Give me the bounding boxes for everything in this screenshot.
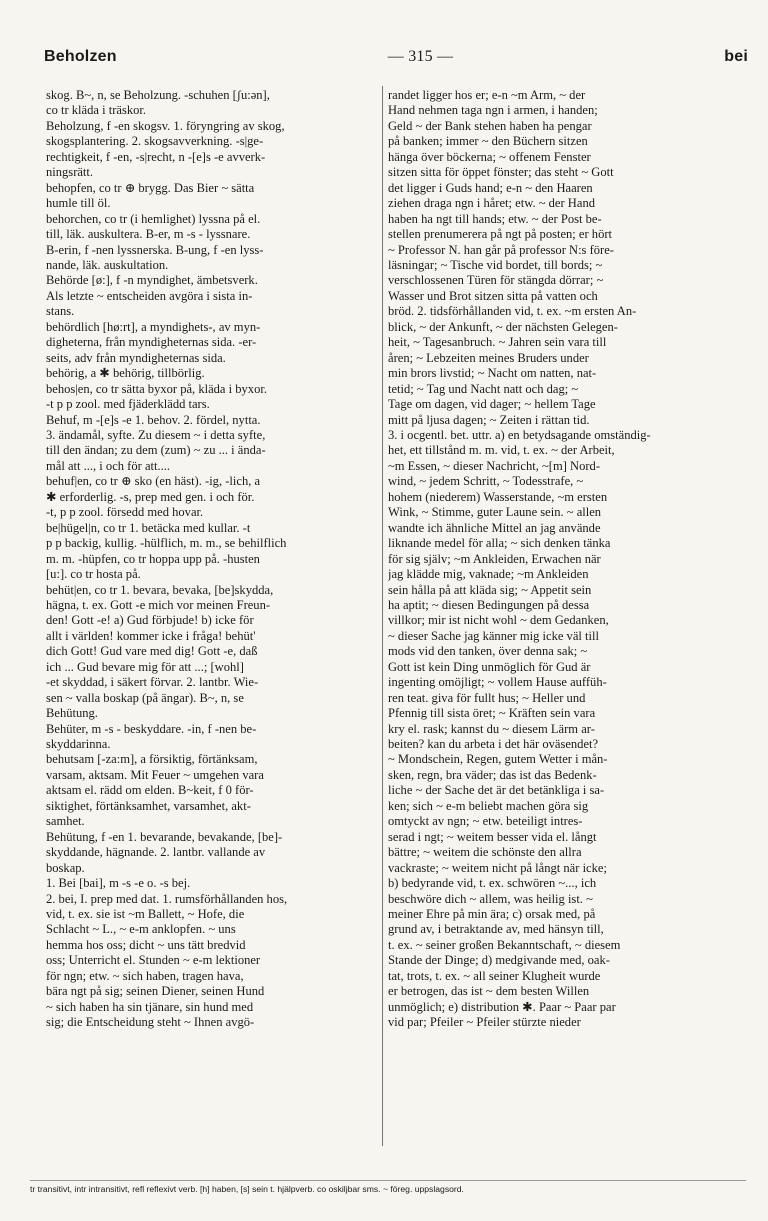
dictionary-line: ~m Essen, ~ dieser Nachricht, ~[m] Nord- [388, 458, 600, 473]
dictionary-line: skogsplantering. 2. skogsavverkning. -s|ge- [46, 134, 264, 149]
dictionary-line: mål att ..., i och för att.... [46, 458, 171, 473]
dictionary-line: t. ex. ~ seiner großen Bekanntschaft, ~ diesem [388, 937, 621, 952]
dictionary-line: ziehen draga ngn i håret; etw. ~ der Hand [388, 196, 595, 211]
dictionary-line: m. m. -hüpfen, co tr hoppa upp på. -husten [46, 551, 260, 566]
dictionary-line: verschlossenen Türen för stängda dörrar; ~ [388, 273, 604, 288]
dictionary-line: bröd. 2. tidsförhållanden vid, t. ex. ~m ersten An- [388, 304, 637, 319]
dictionary-line: läsningar; ~ Tische vid bordet, till bords; ~ [388, 257, 603, 272]
dictionary-line: 2. bei, I. prep med dat. 1. rumsförhållanden hos, [46, 891, 288, 906]
dictionary-line: åren; ~ Lebzeiten meines Bruders under [388, 350, 589, 365]
dictionary-line: behutsam [-za:m], a försiktig, förtänksam, [46, 752, 258, 767]
dictionary-line: p p backig, kullig. -hülflich, m. m., se behilflich [46, 536, 287, 551]
dictionary-line: humle till öl. [46, 196, 111, 211]
dictionary-line: dich Gott! Gud vare med dig! Gott -e, daß [46, 644, 258, 659]
dictionary-line: digheterna, från myndigheternas sida. -er- [46, 335, 257, 350]
dictionary-line: serad i ngt; ~ weitem besser vida el. långt [388, 829, 597, 844]
dictionary-line: stans. [46, 304, 75, 319]
dictionary-line: behörig, a ✱ behörig, tillbörlig. [46, 366, 205, 381]
dictionary-line: ha aptit; ~ diesen Bedingungen på dessa [388, 597, 590, 612]
dictionary-line: liknande medel för alla; ~ sich denken tänka [388, 536, 611, 551]
running-header [44, 48, 748, 72]
dictionary-line: 3. ändamål, syfte. Zu diesem ~ i detta syfte, [46, 427, 266, 442]
dictionary-line: mods vid den tanken, över denna sak; ~ [388, 644, 588, 659]
dictionary-line: sitzen sitta för öppet fönster; das steht ~ Gott [388, 165, 614, 180]
dictionary-line: varsam, aktsam. Mit Feuer ~ umgehen vara [46, 767, 264, 782]
dictionary-line: nande, läk. auskultation. [46, 257, 169, 272]
dictionary-line: ~ Professor N. han går på professor N:s före- [388, 242, 614, 257]
dictionary-line: Behüter, m -s - beskyddare. -in, f -nen be- [46, 721, 257, 736]
dictionary-line: Beholzung, f -en skogsv. 1. föryngring av skog, [46, 118, 285, 133]
dictionary-line: heit, ~ Tagesanbruch. ~ Jahren sein vara till [388, 335, 607, 350]
dictionary-line: Geld ~ der Bank stehen haben ha pengar [388, 118, 592, 133]
dictionary-line: -t p p zool. med fjäderklädd tars. [46, 397, 210, 412]
dictionary-line: aktsam el. rädd om elden. B~keit, f 0 för- [46, 783, 254, 798]
dictionary-line: till den ändan; zu dem (zum) ~ zu ... i ända- [46, 443, 266, 458]
header-left-word: Beholzen [44, 48, 117, 65]
dictionary-line: ingenting omöjligt; ~ vollem Hause auffüh- [388, 675, 607, 690]
dictionary-line: sig; die Entscheidung steht ~ Ihnen avgö- [46, 1015, 255, 1030]
header-right-word: bei [724, 48, 748, 65]
dictionary-line: Wink, ~ Stimme, guter Laune sein. ~ allen [388, 505, 602, 520]
dictionary-line: ren teat. giva för fullt hus; ~ Heller und [388, 690, 586, 705]
dictionary-line: blick, ~ der Ankunft, ~ der nächsten Gelegen- [388, 319, 618, 334]
dictionary-line: Hand nehmen taga ngn i armen, i handen; [388, 103, 598, 118]
page-number: — 315 — [387, 48, 454, 65]
dictionary-line: det ligger i Guds hand; e-n ~ den Haaren [388, 180, 593, 195]
dictionary-line: -t, p p zool. försedd med hovar. [46, 505, 204, 520]
right-column [388, 88, 720, 1148]
dictionary-line: randet ligger hos er; e-n ~m Arm, ~ der [388, 88, 586, 102]
dictionary-line: rechtigkeit, f -en, -s|recht, n -[e]s -e avverk- [46, 149, 266, 164]
dictionary-line: jag klädde mig, vaknade; ~m Ankleiden [388, 567, 589, 582]
dictionary-line: på banken; immer ~ den Büchern sitzen [388, 134, 588, 149]
dictionary-line: Behörde [ø:], f -n myndighet, ämbetsverk. [46, 273, 258, 288]
dictionary-line: stellen prenumerera på ngt på posten; er hört [388, 227, 613, 242]
dictionary-line: grund av, i betraktande av, med hänsyn till, [388, 922, 604, 937]
dictionary-line: Schlacht ~ L., ~ e-m anklopfen. ~ uns [46, 922, 236, 937]
dictionary-line: co tr kläda i träskor. [46, 103, 146, 118]
dictionary-line: ✱ erforderlig. -s, prep med gen. i och för. [46, 489, 255, 504]
dictionary-line: hägna, t. ex. Gott -e mich vor meinen Freun- [46, 597, 271, 612]
dictionary-line: beiten? kan du arbeta i det här oväsendet? [388, 737, 599, 752]
dictionary-line: Behütung. [46, 706, 98, 721]
dictionary-line: för ngn; etw. ~ sich haben, tragen hava, [46, 968, 244, 983]
dictionary-line: het, ett tillstånd m. m. vid, t. ex. ~ der Arbeit, [388, 443, 615, 458]
dictionary-line: unmöglich; e) distribution ✱. Paar ~ Paar par [388, 999, 616, 1014]
dictionary-line: meiner Ehre på min ära; c) orsak med, på [388, 907, 596, 922]
dictionary-line: oss; Unterricht el. Stunden ~ e-m lektioner [46, 953, 261, 968]
dictionary-line: min brors livstid; ~ Nacht om natten, nat- [388, 366, 597, 381]
dictionary-line: behopfen, co tr ⊕ brygg. Das Bier ~ sätta [46, 180, 255, 195]
dictionary-line: mitt på ljusa dagen; ~ Zeiten i rättan tid. [388, 412, 590, 427]
dictionary-line: be|hügel|n, co tr 1. betäcka med kullar. -t [46, 520, 251, 535]
dictionary-line: Gott ist kein Ding unmöglich för Gud är [388, 659, 591, 674]
dictionary-line: Als letzte ~ entscheiden avgöra i sista in- [46, 288, 253, 303]
dictionary-line: behorchen, co tr (i hemlighet) lyssna på el. [46, 211, 261, 226]
dictionary-line: behüt|en, co tr 1. bevara, bevaka, [be]skydda, [46, 582, 274, 597]
dictionary-line: Pfennig till sista öret; ~ Kräften sein vara [388, 706, 596, 721]
dictionary-line: b) bedyrande vid, t. ex. schwören ~..., ich [388, 876, 597, 891]
dictionary-line: ich ... Gud bevare mig för att ...; [wohl] [46, 659, 244, 674]
dictionary-line: vackraste; ~ weitem nicht på långt när icke; [388, 860, 607, 875]
dictionary-line: den! Gott -e! a) Gud förbjude! b) icke för [46, 613, 254, 628]
abbreviation-footer: tr transitivt, intr intransitivt, refl reflexivt verb. [h] haben, [s] sein t. hjälpverb. co oskiljbar sms. ~ föreg. uppslagsord. [30, 1180, 746, 1194]
dictionary-line: ~ Mondschein, Regen, gutem Wetter i mån- [388, 752, 608, 767]
dictionary-line: kry el. rask; kannst du ~ diesem Lärm ar- [388, 721, 595, 736]
dictionary-line: ~ dieser Sache jag känner mig icke väl till [388, 628, 599, 643]
dictionary-line: skyddande, hägnande. 2. lantbr. vallande av [46, 845, 266, 860]
dictionary-line: tat, trots, t. ex. ~ all seiner Klugheit wurde [388, 968, 601, 983]
dictionary-line: 3. i ocgentl. bet. uttr. a) en betydsagande omständig- [388, 427, 651, 442]
dictionary-line: Wasser und Brot sitzen sitta på vatten och [388, 288, 598, 303]
dictionary-line: skog. B~, n, se Beholzung. -schuhen [ʃu:ən], [46, 88, 270, 102]
dictionary-line: sein hålla på att kläda sig; ~ Appetit sein [388, 582, 592, 597]
left-column [46, 88, 380, 1148]
dictionary-line: allt i världen! kommer icke i fråga! behüt' [46, 628, 256, 643]
dictionary-line: ~ sich haben ha sin tjänare, sin hund med [46, 999, 254, 1014]
dictionary-line: Tage om dagen, vid dager; ~ hellem Tage [388, 397, 596, 412]
dictionary-line: samhet. [46, 814, 85, 829]
dictionary-line: wandte ich ähnliche Mittel an jag använde [388, 520, 601, 535]
dictionary-line: ningsrätt. [46, 165, 94, 180]
dictionary-line: sen ~ valla boskap (på ängar). B~, n, se [46, 690, 244, 705]
dictionary-line: sken, regn, bra väder; das ist das Bedenk- [388, 767, 597, 782]
dictionary-line: bättre; ~ weitem die schönste den allra [388, 845, 582, 860]
dictionary-line: Behütung, f -en 1. bevarande, bevakande, [be]- [46, 829, 283, 844]
dictionary-line: behos|en, co tr sätta byxor på, kläda i byxor. [46, 381, 267, 396]
dictionary-line: vid, t. ex. sie ist ~m Ballett, ~ Hofe, die [46, 907, 245, 922]
dictionary-line: B-erin, f -nen lyssnerska. B-ung, f -en lyss- [46, 242, 264, 257]
dictionary-line: bära ngt på sig; seinen Diener, seinen Hund [46, 984, 265, 999]
dictionary-line: liche ~ der Sache det är det betänkliga i sa- [388, 783, 605, 798]
dictionary-line: behuf|en, co tr ⊕ sko (en häst). -ig, -lich, a [46, 474, 261, 489]
dictionary-line: haben ha ngt till hands; etw. ~ der Post be- [388, 211, 602, 226]
dictionary-line: Behuf, m -[e]s -e 1. behov. 2. fördel, nytta. [46, 412, 261, 427]
dictionary-line: [u:]. co tr hosta på. [46, 567, 141, 582]
dictionary-line: skyddarinna. [46, 737, 111, 752]
dictionary-line: seits, adv från myndigheternas sida. [46, 350, 226, 365]
dictionary-line: boskap. [46, 860, 85, 875]
dictionary-line: -et skyddad, i säkert förvar. 2. lantbr. Wie- [46, 675, 259, 690]
dictionary-line: omtyckt av ngn; ~ etw. beteiligt intres- [388, 814, 583, 829]
dictionary-line: er betrogen, das ist ~ dem besten Willen [388, 984, 590, 999]
dictionary-line: för sig själv; ~m Ankleiden, Erwachen när [388, 551, 601, 566]
dictionary-line: ken; sich ~ e-m beliebt machen göra sig [388, 798, 589, 813]
dictionary-line: hemma hos oss; dicht ~ uns tätt bredvid [46, 937, 246, 952]
dictionary-line: villkor; mir ist nicht wohl ~ dem Gedanken, [388, 613, 609, 628]
dictionary-line: hänga över böckerna; ~ offenem Fenster [388, 149, 591, 164]
dictionary-line: behördlich [hø:rt], a myndighets-, av myn- [46, 319, 261, 334]
column-divider [382, 86, 383, 1146]
dictionary-line: 1. Bei [bai], m -s -e o. -s bej. [46, 876, 191, 891]
dictionary-line: beschwöre dich ~ allem, was heilig ist. ~ [388, 891, 593, 906]
dictionary-line: siktighet, förtänksamhet, varsamhet, akt- [46, 798, 251, 813]
dictionary-line: till, läk. auskultera. B-er, m -s - lyssnare. [46, 227, 251, 242]
dictionary-line: hohem (niederem) Wasserstande, ~m ersten [388, 489, 608, 504]
dictionary-line: vid par; Pfeiler ~ Pfeiler stürzte nieder [388, 1015, 581, 1030]
dictionary-line: Stande der Dinge; d) medgivande med, oak- [388, 953, 610, 968]
dictionary-line: wind, ~ jedem Schritt, ~ Todesstrafe, ~ [388, 474, 584, 489]
dictionary-line: tetid; ~ Tag und Nacht natt och dag; ~ [388, 381, 579, 396]
